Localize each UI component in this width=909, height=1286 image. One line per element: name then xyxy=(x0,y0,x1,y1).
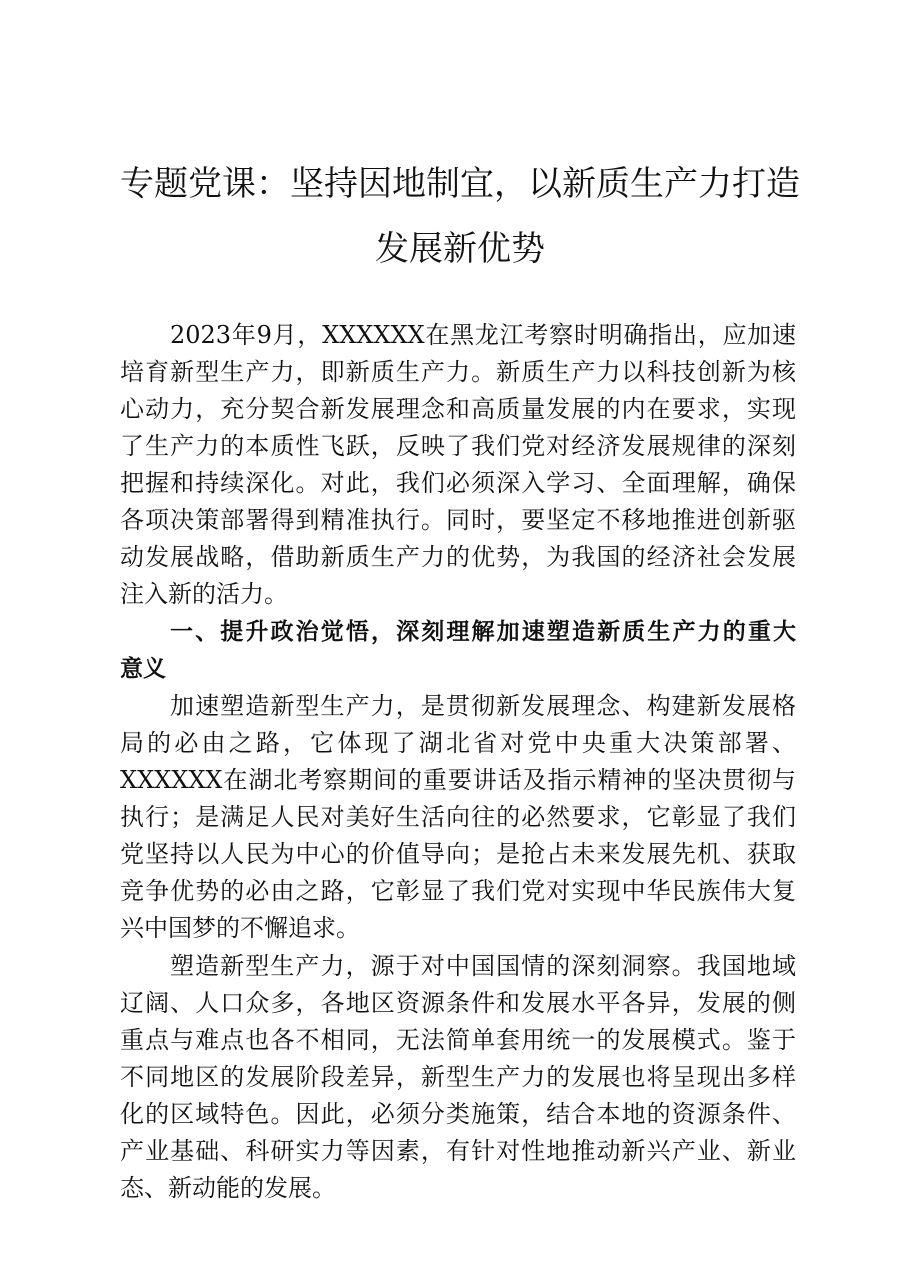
paragraph-2-line-6: 竞争优势的必由之路，它彰显了我们党对实现中华民族伟大复 xyxy=(120,877,796,905)
paragraph-3-line-1: 塑造新型生产力，源于对中国国情的深刻洞察。我国地域 xyxy=(170,952,796,980)
paragraph-3-line-6: 产业基础、科研实力等因素，有针对性地推动新兴产业、新业 xyxy=(120,1137,796,1165)
paragraph-3-line-2: 辽阔、人口众多，各地区资源条件和发展水平各异，发展的侧 xyxy=(120,989,796,1017)
paragraph-2-line-5: 党坚持以人民为中心的价值导向；是抢占未来发展先机、获取 xyxy=(120,840,796,868)
paragraph-1-line-6: 各项决策部署得到精准执行。同时，要坚定不移地推进创新驱 xyxy=(120,506,796,534)
paragraph-3-line-7: 态、新动能的发展。 xyxy=(120,1174,336,1202)
paragraph-1-line-2: 培育新型生产力，即新质生产力。新质生产力以科技创新为核 xyxy=(120,358,796,386)
paragraph-2-line-2: 局的必由之路，它体现了湖北省对党中央重大决策部署、 xyxy=(120,729,796,757)
section-heading-line-2: 意义 xyxy=(120,656,166,682)
paragraph-3-line-3: 重点与难点也各不相同，无法简单套用统一的发展模式。鉴于 xyxy=(120,1026,796,1054)
paragraph-3-line-4: 不同地区的发展阶段差异，新型生产力的发展也将呈现出多样 xyxy=(120,1063,796,1091)
document-title-line-1: 专题党课：坚持因地制宜，以新质生产力打造 xyxy=(120,164,800,204)
paragraph-1-line-3: 心动力，充分契合新发展理念和高质量发展的内在要求，实现 xyxy=(120,395,796,423)
paragraph-2-line-7: 兴中国梦的不懈追求。 xyxy=(120,914,360,942)
paragraph-1-line-4: 了生产力的本质性飞跃，反映了我们党对经济发展规律的深刻 xyxy=(120,432,796,460)
paragraph-1-line-1: 2023年9月，XXXXXX在黑龙江考察时明确指出，应加速 xyxy=(170,321,796,349)
paragraph-2-line-3: XXXXXX在湖北考察期间的重要讲话及指示精神的坚决贯彻与 xyxy=(120,766,796,794)
paragraph-2-line-4: 执行；是满足人民对美好生活向往的必然要求，它彰显了我们 xyxy=(120,803,796,831)
paragraph-2-line-1: 加速塑造新型生产力，是贯彻新发展理念、构建新发展格 xyxy=(170,692,796,720)
document-title-line-2: 发展新优势 xyxy=(375,229,545,269)
section-heading-line-1: 一、提升政治觉悟，深刻理解加速塑造新质生产力的重大 xyxy=(170,619,796,645)
paragraph-1-line-5: 把握和持续深化。对此，我们必须深入学习、全面理解，确保 xyxy=(120,469,796,497)
paragraph-3-line-5: 化的区域特色。因此，必须分类施策，结合本地的资源条件、 xyxy=(120,1100,796,1128)
paragraph-1-line-8: 注入新的活力。 xyxy=(120,580,288,608)
paragraph-1-line-7: 动发展战略，借助新质生产力的优势，为我国的经济社会发展 xyxy=(120,543,796,571)
